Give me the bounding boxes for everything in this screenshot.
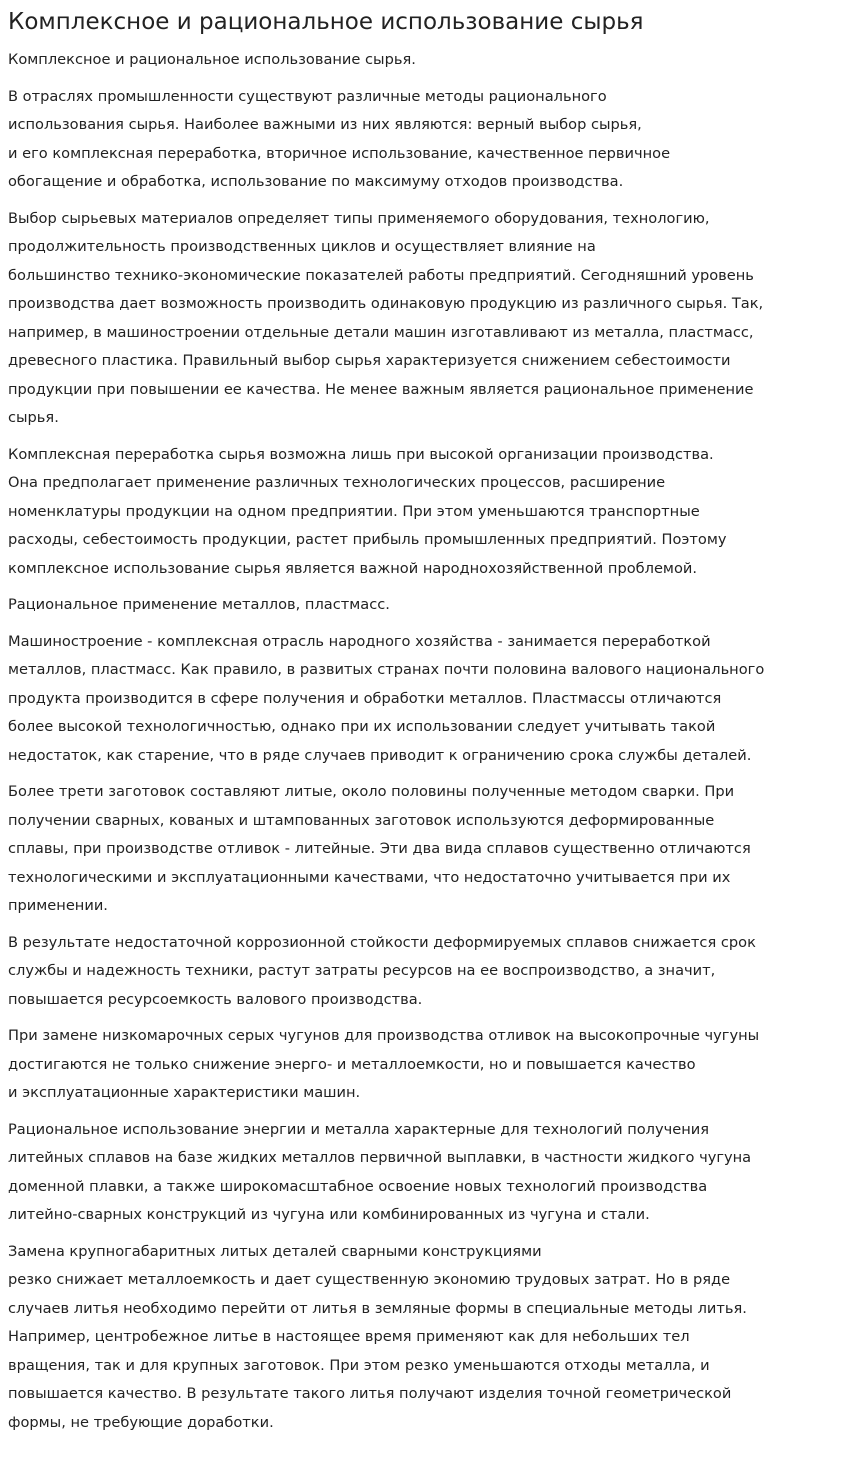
paragraph: Выбор сырьевых материалов определяет типы применяемого оборудования, технологию, продолжительность производственных циклов и осуществляет влияние на большинство технико-экономические показателей работы предприятий. Сегодняшний уровень производства дает возможность производить одинаковую продукцию из различного сырья. Так, например, в машиностроении отдельные детали машин изготавливают из металла, пластмасс, древесного пластика. Правильный выбор сырья характеризуется снижением себестоимости продукции при повышении ее качества. Не менее важным является рациональное применение сырья. xyxy=(8,209,764,426)
paragraph: Рациональное применение металлов, пластмасс. xyxy=(8,596,390,613)
paragraph: Рациональное использование энергии и металла характерные для технологий получения литейных сплавов на базе жидких металлов первичной выплавки, в частности жидкого чугуна доменной плавки, а также широкомасштабное освоение новых технологий производства литейно-сварных конструкций из чугуна или комбинированных из чугуна и стали. xyxy=(8,1120,752,1223)
paragraph: При замене низкомарочных серых чугунов для производства отливок на высокопрочные чугуны достигаются не только снижение энерго- и металлоемкости, но и повышается качество и эксплуатационные характеристики машин. xyxy=(8,1027,760,1101)
paragraph: Более трети заготовок составляют литые, около половины полученные методом сварки. При получении сварных, кованых и штампованных заготовок используются деформированные сплавы, при производстве отливок - литейные. Эти два вида сплавов существенно отличаются технологическими и эксплуатационными качествами, что недостаточно учитывается при их применении. xyxy=(8,783,751,914)
paragraph: Комплексное и рациональное использование сырья. xyxy=(8,51,416,68)
paragraph: Машиностроение - комплексная отрасль народного хозяйства - занимается переработкой металлов, пластмасс. Как правило, в развитых странах почти половина валового национального продукта производится в сфере получения и обработки металлов. Пластмассы отличаются более высокой технологичностью, однако при их использовании следует учитывать такой недостаток, как старение, что в ряде случаев приводит к ограничению срока службы деталей. xyxy=(8,632,765,764)
page-title: Комплексное и рациональное использование сырья xyxy=(8,9,644,35)
paragraph: Замена крупногабаритных литых деталей сварными конструкциями резко снижает металлоемкость и дает существенную экономию трудовых затрат. Но в ряде случаев литья необходимо перейти от литья в земляные формы в специальные методы литья. Например, центробежное литье в настоящее время применяют как для небольших тел вращения, так и для крупных заготовок. При этом резко уменьшаются отходы металла, и повышается качество. В результате такого литья получают изделия точной геометрической формы, не требующие доработки. xyxy=(8,1242,747,1431)
article-body xyxy=(8,46,839,1437)
paragraph: Комплексная переработка сырья возможна лишь при высокой организации производства. Она предполагает применение различных технологических процессов, расширение номенклатуры продукции на одном предприятии. При этом уменьшаются транспортные расходы, себестоимость продукции, растет прибыль промышленных предприятий. Поэтому комплексное использование сырья является важной народнохозяйственной проблемой. xyxy=(8,445,727,577)
paragraph: В результате недостаточной коррозионной стойкости деформируемых сплавов снижается срок службы и надежность техники, растут затраты ресурсов на ее воспроизводство, а значит, повышается ресурсоемкость валового производства. xyxy=(8,933,756,1008)
paragraph: В отраслях промышленности существуют различные методы рационального использования сырья. Наиболее важными из них являются: верный выбор сырья, и его комплексная переработка, вторичное использование, качественное первичное обогащение и обработка, использование по максимуму отходов производства. xyxy=(8,87,671,190)
